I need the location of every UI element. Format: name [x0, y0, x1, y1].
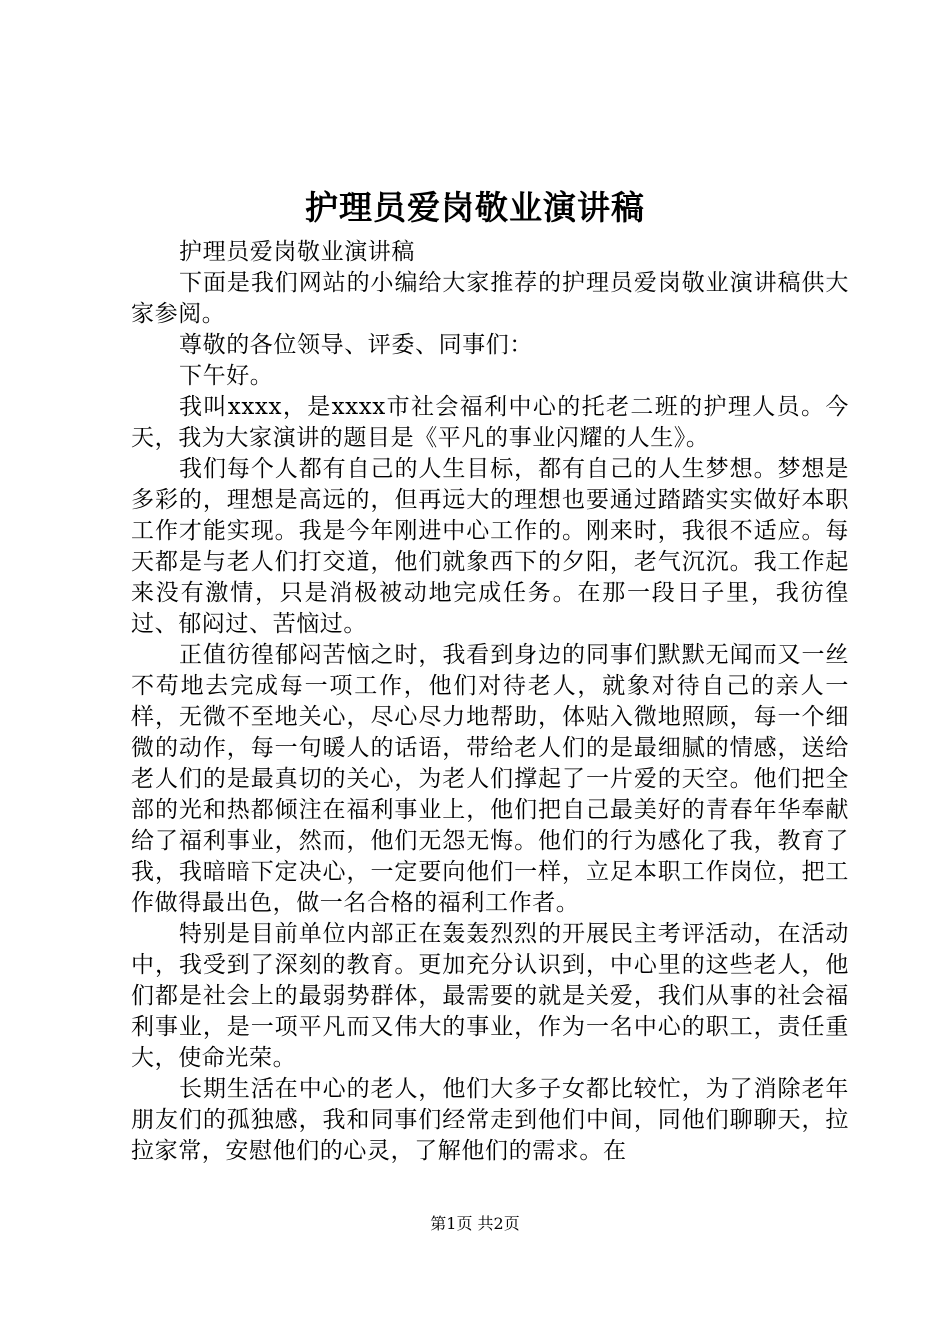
document-title: 护理员爱岗敬业演讲稿	[305, 188, 645, 227]
paragraph-colleagues: 正值彷徨郁闷苦恼之时，我看到身边的同事们默默无闻而又一丝不苟地去完成每一项工作，他们对待老人，就象对待自己的亲人一样，无微不至地关心，尽心尽力地帮助，体贴入微地照顾，每一个细微的动作，每一句暖人的话语，带给老人们的是最细腻的情感，送给老人们的是最真切的关心，为老人们撑起了一片爱的天空。他们把全部的光和热都倾注在福利事业上，他们把自己最美好的青春年华奉献给了福利事业，然而，他们无怨无悔。他们的行为感化了我，教育了我，我暗暗下定决心，一定要向他们一样，立足本职工作岗位，把工作做得最出色，做一名合格的福利工作者。	[131, 642, 849, 916]
page-number-footer: 第1页 共2页	[430, 1214, 520, 1233]
paragraph-greeting: 下午好。	[179, 363, 274, 389]
paragraph-salutation: 尊敬的各位领导、评委、同事们：	[179, 332, 533, 358]
paragraph-self-intro: 我叫xxxx，是xxxx市社会福利中心的托老二班的护理人员。今天，我为大家演讲的题目是《平凡的事业闪耀的人生》。	[131, 394, 849, 451]
document-body	[131, 237, 849, 1167]
paragraph-intro: 下面是我们网站的小编给大家推荐的护理员爱岗敬业演讲稿供大家参阅。	[131, 270, 849, 327]
paragraph-dreams: 我们每个人都有自己的人生目标，都有自己的人生梦想。梦想是多彩的，理想是高远的，但再远大的理想也要通过踏踏实实做好本职工作才能实现。我是今年刚进中心工作的。刚来时，我很不适应。每天都是与老人们打交道，他们就象西下的夕阳，老气沉沉。我工作起来没有激情，只是消极被动地完成任务。在那一段日子里，我彷徨过、郁闷过、苦恼过。	[131, 456, 849, 637]
paragraph-evaluation: 特别是目前单位内部正在轰轰烈烈的开展民主考评活动，在活动中，我受到了深刻的教育。更加充分认识到，中心里的这些老人，他们都是社会上的最弱势群体，最需要的就是关爱，我们从事的社会福利事业，是一项平凡而又伟大的事业，作为一名中心的职工，责任重大，使命光荣。	[131, 921, 849, 1071]
paragraph-title-repeat: 护理员爱岗敬业演讲稿	[179, 239, 415, 265]
paragraph-elderly-care: 长期生活在中心的老人，他们大多子女都比较忙，为了消除老年朋友们的孤独感，我和同事们经常走到他们中间，同他们聊聊天，拉拉家常，安慰他们的心灵，了解他们的需求。在	[131, 1076, 849, 1164]
